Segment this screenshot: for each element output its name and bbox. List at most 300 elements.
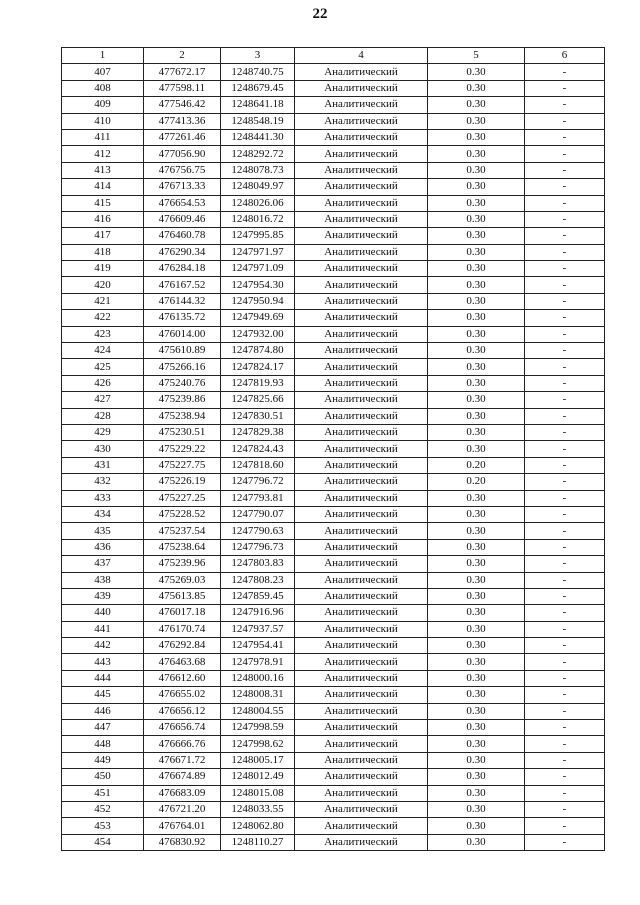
- point-number-cell: 408: [62, 80, 144, 96]
- table-row: [62, 408, 605, 424]
- note-cell: -: [525, 375, 605, 391]
- method-cell: Аналитический: [295, 769, 428, 785]
- y-coordinate-cell: 1247998.62: [221, 736, 295, 752]
- note-cell: -: [525, 670, 605, 686]
- table-row: [62, 80, 605, 96]
- method-cell: Аналитический: [295, 424, 428, 440]
- method-cell: Аналитический: [295, 326, 428, 342]
- note-cell: -: [525, 97, 605, 113]
- point-number-cell: 422: [62, 310, 144, 326]
- accuracy-cell: 0.30: [428, 654, 525, 670]
- point-number-cell: 448: [62, 736, 144, 752]
- y-coordinate-cell: 1247971.97: [221, 244, 295, 260]
- y-coordinate-cell: 1247819.93: [221, 375, 295, 391]
- table-row: [62, 310, 605, 326]
- accuracy-cell: 0.30: [428, 359, 525, 375]
- point-number-cell: 437: [62, 556, 144, 572]
- point-number-cell: 433: [62, 490, 144, 506]
- point-number-cell: 429: [62, 424, 144, 440]
- method-cell: Аналитический: [295, 195, 428, 211]
- table-row: [62, 261, 605, 277]
- accuracy-cell: 0.30: [428, 441, 525, 457]
- note-cell: -: [525, 244, 605, 260]
- table-row: [62, 572, 605, 588]
- y-coordinate-cell: 1248679.45: [221, 80, 295, 96]
- note-cell: -: [525, 523, 605, 539]
- y-coordinate-cell: 1248026.06: [221, 195, 295, 211]
- y-coordinate-cell: 1247954.30: [221, 277, 295, 293]
- accuracy-cell: 0.30: [428, 211, 525, 227]
- y-coordinate-cell: 1247793.81: [221, 490, 295, 506]
- accuracy-cell: 0.30: [428, 179, 525, 195]
- x-coordinate-cell: 475610.89: [144, 343, 221, 359]
- x-coordinate-cell: 477413.36: [144, 113, 221, 129]
- y-coordinate-cell: 1247796.72: [221, 474, 295, 490]
- x-coordinate-cell: 475226.19: [144, 474, 221, 490]
- point-number-cell: 447: [62, 720, 144, 736]
- accuracy-cell: 0.30: [428, 588, 525, 604]
- x-coordinate-cell: 476463.68: [144, 654, 221, 670]
- accuracy-cell: 0.30: [428, 490, 525, 506]
- note-cell: -: [525, 162, 605, 178]
- note-cell: -: [525, 572, 605, 588]
- note-cell: -: [525, 785, 605, 801]
- note-cell: -: [525, 506, 605, 522]
- accuracy-cell: 0.30: [428, 605, 525, 621]
- method-cell: Аналитический: [295, 64, 428, 80]
- table-body: [62, 64, 605, 851]
- method-cell: Аналитический: [295, 441, 428, 457]
- note-cell: -: [525, 310, 605, 326]
- note-cell: -: [525, 654, 605, 670]
- x-coordinate-cell: 475238.64: [144, 539, 221, 555]
- table-row: [62, 424, 605, 440]
- x-coordinate-cell: 475613.85: [144, 588, 221, 604]
- point-number-cell: 450: [62, 769, 144, 785]
- note-cell: -: [525, 588, 605, 604]
- accuracy-cell: 0.30: [428, 687, 525, 703]
- y-coordinate-cell: 1248049.97: [221, 179, 295, 195]
- x-coordinate-cell: 476656.74: [144, 720, 221, 736]
- point-number-cell: 434: [62, 506, 144, 522]
- note-cell: -: [525, 490, 605, 506]
- point-number-cell: 416: [62, 211, 144, 227]
- note-cell: -: [525, 720, 605, 736]
- accuracy-cell: 0.30: [428, 670, 525, 686]
- note-cell: -: [525, 605, 605, 621]
- table-row: [62, 506, 605, 522]
- point-number-cell: 444: [62, 670, 144, 686]
- method-cell: Аналитический: [295, 736, 428, 752]
- x-coordinate-cell: 475237.54: [144, 523, 221, 539]
- method-cell: Аналитический: [295, 343, 428, 359]
- y-coordinate-cell: 1247824.43: [221, 441, 295, 457]
- y-coordinate-cell: 1247790.07: [221, 506, 295, 522]
- table-row: [62, 441, 605, 457]
- method-cell: Аналитический: [295, 572, 428, 588]
- x-coordinate-cell: 475269.03: [144, 572, 221, 588]
- method-cell: Аналитический: [295, 638, 428, 654]
- y-coordinate-cell: 1247803.83: [221, 556, 295, 572]
- x-coordinate-cell: 476656.12: [144, 703, 221, 719]
- x-coordinate-cell: 475229.22: [144, 441, 221, 457]
- y-coordinate-cell: 1248016.72: [221, 211, 295, 227]
- note-cell: -: [525, 424, 605, 440]
- y-coordinate-cell: 1247859.45: [221, 588, 295, 604]
- x-coordinate-cell: 476654.53: [144, 195, 221, 211]
- table-row: [62, 834, 605, 850]
- y-coordinate-cell: 1247995.85: [221, 228, 295, 244]
- y-coordinate-cell: 1247818.60: [221, 457, 295, 473]
- method-cell: Аналитический: [295, 228, 428, 244]
- note-cell: -: [525, 539, 605, 555]
- table-row: [62, 638, 605, 654]
- note-cell: -: [525, 441, 605, 457]
- point-number-cell: 425: [62, 359, 144, 375]
- column-header: 5: [428, 48, 525, 64]
- note-cell: -: [525, 359, 605, 375]
- note-cell: -: [525, 277, 605, 293]
- table-row: [62, 277, 605, 293]
- coordinates-table: [61, 47, 605, 851]
- method-cell: Аналитический: [295, 506, 428, 522]
- point-number-cell: 443: [62, 654, 144, 670]
- table-row: [62, 703, 605, 719]
- x-coordinate-cell: 475230.51: [144, 424, 221, 440]
- accuracy-cell: 0.30: [428, 146, 525, 162]
- point-number-cell: 411: [62, 129, 144, 145]
- method-cell: Аналитический: [295, 146, 428, 162]
- note-cell: -: [525, 703, 605, 719]
- y-coordinate-cell: 1247825.66: [221, 392, 295, 408]
- method-cell: Аналитический: [295, 80, 428, 96]
- accuracy-cell: 0.30: [428, 408, 525, 424]
- y-coordinate-cell: 1247932.00: [221, 326, 295, 342]
- y-coordinate-cell: 1247954.41: [221, 638, 295, 654]
- table-row: [62, 539, 605, 555]
- point-number-cell: 432: [62, 474, 144, 490]
- accuracy-cell: 0.30: [428, 129, 525, 145]
- table-row: [62, 654, 605, 670]
- method-cell: Аналитический: [295, 621, 428, 637]
- note-cell: -: [525, 228, 605, 244]
- accuracy-cell: 0.30: [428, 195, 525, 211]
- y-coordinate-cell: 1248012.49: [221, 769, 295, 785]
- x-coordinate-cell: 476292.84: [144, 638, 221, 654]
- method-cell: Аналитический: [295, 687, 428, 703]
- x-coordinate-cell: 476674.89: [144, 769, 221, 785]
- table-row: [62, 588, 605, 604]
- y-coordinate-cell: 1248000.16: [221, 670, 295, 686]
- note-cell: -: [525, 195, 605, 211]
- method-cell: Аналитический: [295, 211, 428, 227]
- table-row: [62, 211, 605, 227]
- note-cell: -: [525, 736, 605, 752]
- note-cell: -: [525, 146, 605, 162]
- point-number-cell: 436: [62, 539, 144, 555]
- method-cell: Аналитический: [295, 179, 428, 195]
- x-coordinate-cell: 476666.76: [144, 736, 221, 752]
- accuracy-cell: 0.30: [428, 375, 525, 391]
- table-row: [62, 113, 605, 129]
- y-coordinate-cell: 1247874.80: [221, 343, 295, 359]
- note-cell: -: [525, 80, 605, 96]
- accuracy-cell: 0.30: [428, 162, 525, 178]
- point-number-cell: 407: [62, 64, 144, 80]
- point-number-cell: 414: [62, 179, 144, 195]
- y-coordinate-cell: 1247790.63: [221, 523, 295, 539]
- point-number-cell: 410: [62, 113, 144, 129]
- method-cell: Аналитический: [295, 670, 428, 686]
- x-coordinate-cell: 477546.42: [144, 97, 221, 113]
- method-cell: Аналитический: [295, 834, 428, 850]
- accuracy-cell: 0.30: [428, 343, 525, 359]
- table-row: [62, 359, 605, 375]
- method-cell: Аналитический: [295, 785, 428, 801]
- method-cell: Аналитический: [295, 474, 428, 490]
- point-number-cell: 427: [62, 392, 144, 408]
- point-number-cell: 442: [62, 638, 144, 654]
- accuracy-cell: 0.30: [428, 834, 525, 850]
- y-coordinate-cell: 1248078.73: [221, 162, 295, 178]
- x-coordinate-cell: 475239.96: [144, 556, 221, 572]
- method-cell: Аналитический: [295, 457, 428, 473]
- point-number-cell: 449: [62, 752, 144, 768]
- x-coordinate-cell: 476135.72: [144, 310, 221, 326]
- point-number-cell: 440: [62, 605, 144, 621]
- page-number: 22: [312, 6, 328, 22]
- accuracy-cell: 0.30: [428, 621, 525, 637]
- x-coordinate-cell: 476671.72: [144, 752, 221, 768]
- x-coordinate-cell: 475266.16: [144, 359, 221, 375]
- note-cell: -: [525, 179, 605, 195]
- x-coordinate-cell: 477598.11: [144, 80, 221, 96]
- table-row: [62, 129, 605, 145]
- y-coordinate-cell: 1247796.73: [221, 539, 295, 555]
- table-row: [62, 752, 605, 768]
- y-coordinate-cell: 1248641.18: [221, 97, 295, 113]
- table-row: [62, 97, 605, 113]
- table-row: [62, 293, 605, 309]
- method-cell: Аналитический: [295, 293, 428, 309]
- note-cell: -: [525, 769, 605, 785]
- x-coordinate-cell: 477261.46: [144, 129, 221, 145]
- table-row: [62, 375, 605, 391]
- note-cell: -: [525, 474, 605, 490]
- method-cell: Аналитический: [295, 539, 428, 555]
- note-cell: -: [525, 457, 605, 473]
- table-row: [62, 162, 605, 178]
- y-coordinate-cell: 1248015.08: [221, 785, 295, 801]
- y-coordinate-cell: 1247978.91: [221, 654, 295, 670]
- y-coordinate-cell: 1247824.17: [221, 359, 295, 375]
- point-number-cell: 428: [62, 408, 144, 424]
- accuracy-cell: 0.20: [428, 474, 525, 490]
- method-cell: Аналитический: [295, 162, 428, 178]
- x-coordinate-cell: 475238.94: [144, 408, 221, 424]
- point-number-cell: 424: [62, 343, 144, 359]
- note-cell: -: [525, 113, 605, 129]
- point-number-cell: 431: [62, 457, 144, 473]
- table-row: [62, 64, 605, 80]
- accuracy-cell: 0.30: [428, 769, 525, 785]
- x-coordinate-cell: 476683.09: [144, 785, 221, 801]
- table-row: [62, 457, 605, 473]
- table-row: [62, 769, 605, 785]
- accuracy-cell: 0.30: [428, 801, 525, 817]
- method-cell: Аналитический: [295, 801, 428, 817]
- point-number-cell: 423: [62, 326, 144, 342]
- method-cell: Аналитический: [295, 490, 428, 506]
- y-coordinate-cell: 1248441.30: [221, 129, 295, 145]
- method-cell: Аналитический: [295, 261, 428, 277]
- x-coordinate-cell: 475227.75: [144, 457, 221, 473]
- method-cell: Аналитический: [295, 359, 428, 375]
- note-cell: -: [525, 392, 605, 408]
- x-coordinate-cell: 476460.78: [144, 228, 221, 244]
- note-cell: -: [525, 556, 605, 572]
- x-coordinate-cell: 475240.76: [144, 375, 221, 391]
- y-coordinate-cell: 1248292.72: [221, 146, 295, 162]
- y-coordinate-cell: 1248005.17: [221, 752, 295, 768]
- accuracy-cell: 0.30: [428, 310, 525, 326]
- x-coordinate-cell: 476284.18: [144, 261, 221, 277]
- note-cell: -: [525, 293, 605, 309]
- point-number-cell: 420: [62, 277, 144, 293]
- note-cell: -: [525, 408, 605, 424]
- method-cell: Аналитический: [295, 97, 428, 113]
- x-coordinate-cell: 476014.00: [144, 326, 221, 342]
- table-row: [62, 670, 605, 686]
- accuracy-cell: 0.30: [428, 556, 525, 572]
- table-row: [62, 244, 605, 260]
- x-coordinate-cell: 476167.52: [144, 277, 221, 293]
- accuracy-cell: 0.30: [428, 228, 525, 244]
- note-cell: -: [525, 261, 605, 277]
- table-row: [62, 621, 605, 637]
- accuracy-cell: 0.30: [428, 261, 525, 277]
- table-row: [62, 490, 605, 506]
- x-coordinate-cell: 475239.86: [144, 392, 221, 408]
- y-coordinate-cell: 1247971.09: [221, 261, 295, 277]
- accuracy-cell: 0.30: [428, 80, 525, 96]
- x-coordinate-cell: 476756.75: [144, 162, 221, 178]
- note-cell: -: [525, 801, 605, 817]
- x-coordinate-cell: 476713.33: [144, 179, 221, 195]
- table-header: [62, 48, 605, 64]
- table-row: [62, 736, 605, 752]
- table-row: [62, 605, 605, 621]
- table-row: [62, 392, 605, 408]
- header-row: [62, 48, 605, 64]
- point-number-cell: 452: [62, 801, 144, 817]
- method-cell: Аналитический: [295, 703, 428, 719]
- column-header: 1: [62, 48, 144, 64]
- x-coordinate-cell: 476721.20: [144, 801, 221, 817]
- point-number-cell: 417: [62, 228, 144, 244]
- y-coordinate-cell: 1247937.57: [221, 621, 295, 637]
- point-number-cell: 453: [62, 818, 144, 834]
- y-coordinate-cell: 1248548.19: [221, 113, 295, 129]
- accuracy-cell: 0.30: [428, 785, 525, 801]
- y-coordinate-cell: 1248008.31: [221, 687, 295, 703]
- method-cell: Аналитический: [295, 556, 428, 572]
- method-cell: Аналитический: [295, 818, 428, 834]
- column-header: 6: [525, 48, 605, 64]
- method-cell: Аналитический: [295, 277, 428, 293]
- table-row: [62, 720, 605, 736]
- method-cell: Аналитический: [295, 752, 428, 768]
- accuracy-cell: 0.30: [428, 638, 525, 654]
- point-number-cell: 421: [62, 293, 144, 309]
- method-cell: Аналитический: [295, 310, 428, 326]
- table-row: [62, 146, 605, 162]
- accuracy-cell: 0.30: [428, 293, 525, 309]
- x-coordinate-cell: 476612.60: [144, 670, 221, 686]
- point-number-cell: 435: [62, 523, 144, 539]
- point-number-cell: 446: [62, 703, 144, 719]
- accuracy-cell: 0.20: [428, 457, 525, 473]
- point-number-cell: 441: [62, 621, 144, 637]
- accuracy-cell: 0.30: [428, 506, 525, 522]
- point-number-cell: 451: [62, 785, 144, 801]
- point-number-cell: 412: [62, 146, 144, 162]
- y-coordinate-cell: 1247830.51: [221, 408, 295, 424]
- note-cell: -: [525, 211, 605, 227]
- accuracy-cell: 0.30: [428, 277, 525, 293]
- method-cell: Аналитический: [295, 588, 428, 604]
- table-row: [62, 228, 605, 244]
- accuracy-cell: 0.30: [428, 392, 525, 408]
- column-header: 2: [144, 48, 221, 64]
- accuracy-cell: 0.30: [428, 539, 525, 555]
- point-number-cell: 430: [62, 441, 144, 457]
- accuracy-cell: 0.30: [428, 244, 525, 260]
- y-coordinate-cell: 1248110.27: [221, 834, 295, 850]
- x-coordinate-cell: 476170.74: [144, 621, 221, 637]
- method-cell: Аналитический: [295, 113, 428, 129]
- method-cell: Аналитический: [295, 129, 428, 145]
- x-coordinate-cell: 476764.01: [144, 818, 221, 834]
- note-cell: -: [525, 326, 605, 342]
- note-cell: -: [525, 129, 605, 145]
- note-cell: -: [525, 621, 605, 637]
- table-row: [62, 195, 605, 211]
- note-cell: -: [525, 752, 605, 768]
- point-number-cell: 439: [62, 588, 144, 604]
- accuracy-cell: 0.30: [428, 113, 525, 129]
- x-coordinate-cell: 477056.90: [144, 146, 221, 162]
- accuracy-cell: 0.30: [428, 752, 525, 768]
- y-coordinate-cell: 1248740.75: [221, 64, 295, 80]
- x-coordinate-cell: 476144.32: [144, 293, 221, 309]
- note-cell: -: [525, 64, 605, 80]
- point-number-cell: 445: [62, 687, 144, 703]
- accuracy-cell: 0.30: [428, 572, 525, 588]
- point-number-cell: 415: [62, 195, 144, 211]
- y-coordinate-cell: 1247916.96: [221, 605, 295, 621]
- note-cell: -: [525, 638, 605, 654]
- method-cell: Аналитический: [295, 720, 428, 736]
- table-row: [62, 818, 605, 834]
- point-number-cell: 454: [62, 834, 144, 850]
- x-coordinate-cell: 476609.46: [144, 211, 221, 227]
- table-row: [62, 179, 605, 195]
- accuracy-cell: 0.30: [428, 703, 525, 719]
- point-number-cell: 419: [62, 261, 144, 277]
- accuracy-cell: 0.30: [428, 424, 525, 440]
- x-coordinate-cell: 476830.92: [144, 834, 221, 850]
